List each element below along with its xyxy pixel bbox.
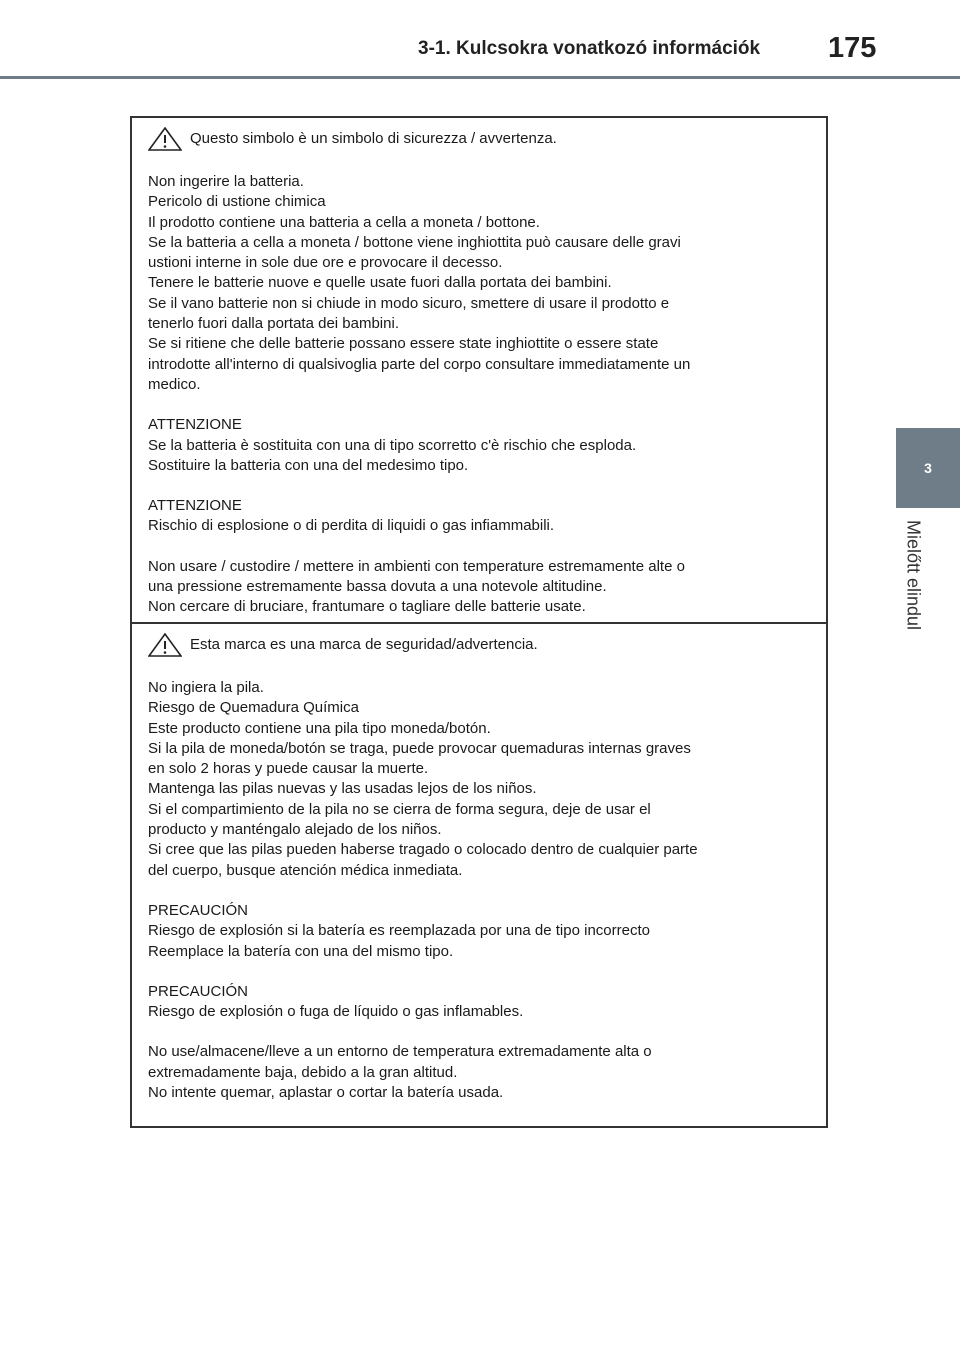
section-divider xyxy=(132,622,826,624)
warning-triangle-icon xyxy=(148,633,182,657)
symbol-text: Esta marca es una marca de seguridad/advertencia. xyxy=(190,635,538,653)
warning-triangle-icon xyxy=(148,127,182,151)
paragraph: ATTENZIONE Rischio di esplosione o di perdita di liquidi o gas infiammabili. xyxy=(148,497,555,535)
paragraph: No use/almacene/lleve a un entorno de temperatura extremadamente alta o extremadamente baja, debido a la gran altitud. No intente quemar, aplastar o cortar la batería usada. xyxy=(148,1043,652,1102)
paragraph: PRECAUCIÓN Riesgo de explosión si la batería es reemplazada por una de tipo incorrecto Reemplace la batería con una del mismo tipo. xyxy=(148,901,650,960)
chapter-tab xyxy=(896,428,960,508)
paragraph: PRECAUCIÓN Riesgo de explosión o fuga de líquido o gas inflamables. xyxy=(148,982,524,1021)
symbol-text: Questo simbolo è un simbolo di sicurezza / avvertenza. xyxy=(190,129,557,147)
symbol-line xyxy=(148,632,812,658)
paragraph: No ingiera la pila. Riesgo de Quemadura Química Este producto contiene una pila tipo moneda/botón. Si la pila de moneda/botón se traga, puede provocar quemaduras internas graves en solo 2 horas y puede causar la muerte. Mantenga las pilas nuevas y las usadas lejos de los niños. Si el compartimiento de la pila no se cierra de forma segura, deje de usar el producto y manténgalo alejado de los niños. Si cree que las pilas pueden haberse tragado o colocado dentro de cualquier parte del cuerpo, busque atención médica inmediata. xyxy=(148,679,698,879)
paragraph: Non usare / custodire / mettere in ambienti con temperature estremamente alte o una pressione estremamente bassa dovuta a una notevole altitudine. Non cercare di bruciare, frantumare o tagliare delle batterie usate. xyxy=(148,557,685,616)
notice-section-italian xyxy=(148,126,812,618)
page-number: 175 xyxy=(828,32,877,64)
chapter-side-label-text: Mielőtt elindul xyxy=(903,520,924,631)
battery-warning-notice xyxy=(130,116,828,1128)
chapter-tab-number: 3 xyxy=(924,460,932,476)
notice-section-spanish xyxy=(148,632,812,1103)
header-rule xyxy=(0,76,960,79)
chapter-side-label xyxy=(898,520,928,660)
symbol-line xyxy=(148,126,812,152)
paragraph: ATTENZIONE Se la batteria è sostituita con una di tipo scorretto c'è rischio che esploda. Sostituire la batteria con una del medesimo tipo. xyxy=(148,416,637,474)
section-header-title: 3-1. Kulcsokra vonatkozó információk xyxy=(418,38,761,59)
paragraph: Non ingerire la batteria. Pericolo di ustione chimica Il prodotto contiene una batteria a cella a moneta / bottone. Se la batteria a cella a moneta / bottone viene inghiottita può causare delle gravi ustioni interne in sole due ore e provocare il decesso. Tenere le batterie nuove e quelle usate fuori dalla portata dei bambini. Se il vano batterie non si chiude in modo sicuro, smettere di usare il prodotto e tenerlo fuori dalla portata dei bambini. Se si ritiene che delle batterie possano essere state inghiottite o essere state introdotte all'interno di qualsivoglia parte del corpo consultare immediatamente un medico. xyxy=(148,173,691,393)
